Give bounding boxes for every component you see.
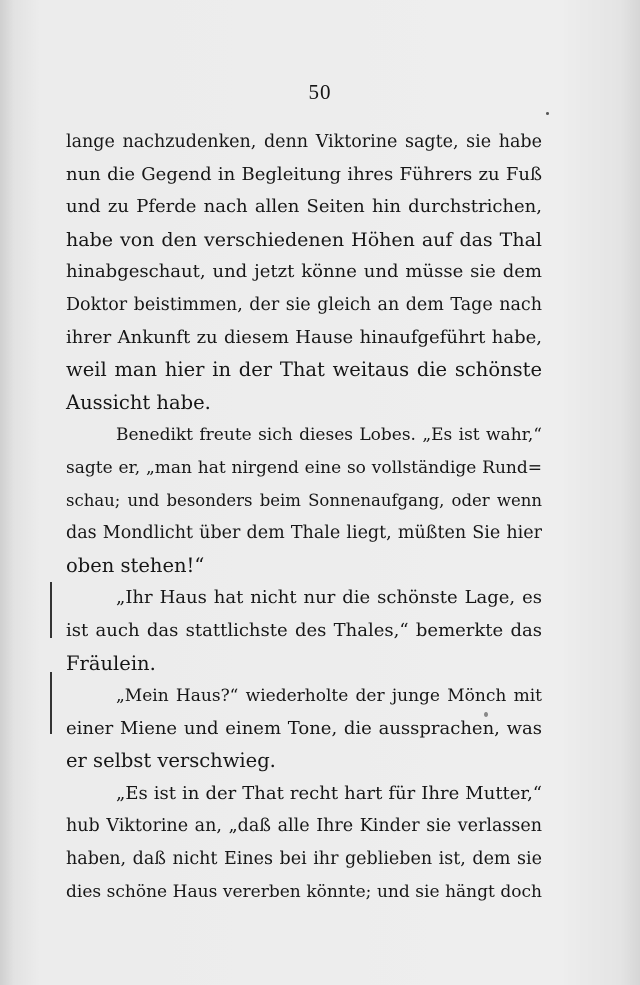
text-line: „Mein Haus?“ wiederholte der junge Mönch mit — [116, 686, 542, 707]
text-line: hinabgeschaut, und jetzt könne und müsse sie dem — [66, 261, 542, 283]
text-line: Benedikt freute sich dieses Lobes. „Es ist wahr,“ — [116, 425, 542, 446]
text-line: „Ihr Haus hat nicht nur die schönste Lage, es — [116, 587, 542, 609]
page-number: 50 — [308, 80, 332, 104]
text-line: ist auch das stattlichste des Thales,“ bemerkte das — [66, 619, 542, 641]
text-line: weil man hier in der That weitaus die schönste — [66, 358, 542, 382]
paper-speck — [546, 112, 549, 115]
text-line: einer Miene und einem Tone, die aussprachen, was — [66, 717, 542, 739]
paper-speck — [484, 712, 488, 717]
text-line: und zu Pferde nach allen Seiten hin durchstrichen, — [66, 196, 542, 218]
text-line: er selbst verschwieg. — [66, 749, 276, 773]
text-line: hub Viktorine an, „daß alle Ihre Kinder sie verlassen — [66, 816, 542, 837]
margin-pencil-mark — [50, 582, 52, 638]
text-line: ihrer Ankunft zu diesem Hause hinaufgeführt habe, — [66, 326, 542, 348]
text-line: dies schöne Haus vererben könnte; und sie hängt doch — [66, 881, 542, 902]
text-line: habe von den verschiedenen Höhen auf das Thal — [66, 228, 542, 251]
text-line: nun die Gegend in Begleitung ihres Führers zu Fuß — [66, 163, 542, 185]
text-line: haben, daß nicht Eines bei ihr geblieben ist, dem sie — [66, 849, 542, 870]
text-line: das Mondlicht über dem Thale liegt, müßten Sie hier — [66, 523, 542, 544]
text-line: oben stehen!“ — [66, 553, 205, 577]
text-line: Aussicht habe. — [66, 390, 211, 414]
text-line: schau; und besonders beim Sonnenaufgang, oder wenn — [66, 490, 542, 510]
text-line: „Es ist in der That recht hart für Ihre Mutter,“ — [116, 782, 542, 804]
text-line: Fräulein. — [66, 651, 156, 675]
margin-pencil-mark — [50, 672, 52, 734]
text-line: Doktor beistimmen, der sie gleich an dem Tage nach — [66, 294, 542, 315]
text-line: sagte er, „man hat nirgend eine so vollständige Rund= — [66, 457, 542, 478]
text-line: lange nachzudenken, denn Viktorine sagte, sie habe — [66, 132, 542, 152]
body-text — [66, 126, 542, 908]
